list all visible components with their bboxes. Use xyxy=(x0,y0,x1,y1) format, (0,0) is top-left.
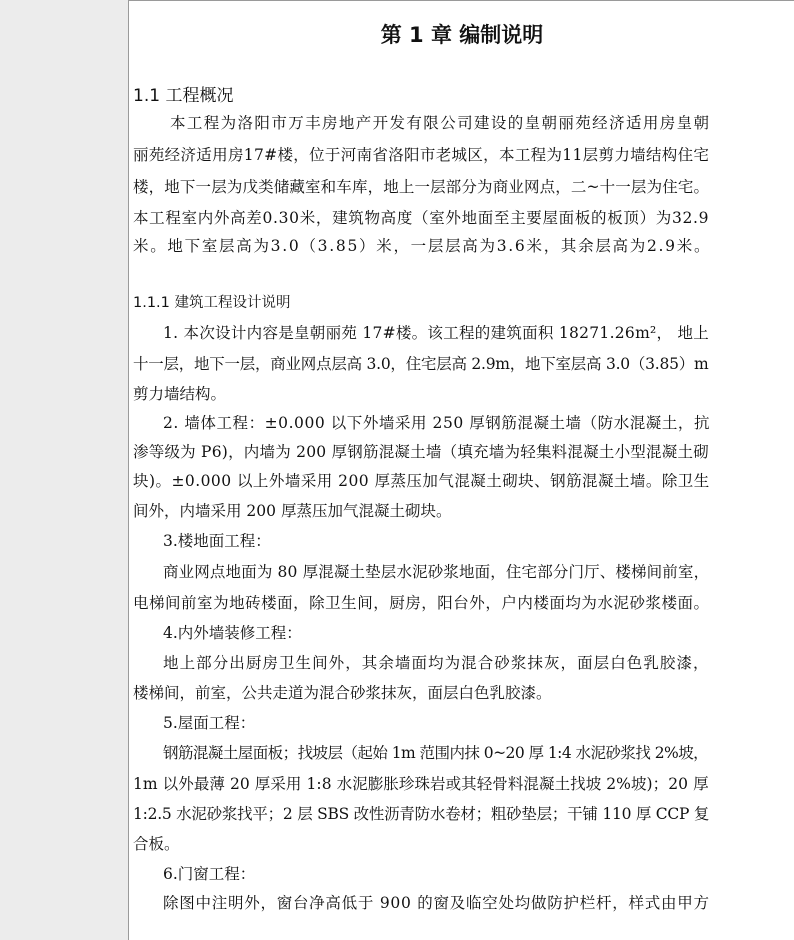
body-line: 除图中注明外，窗台净高低于 900 的窗及临空处均做防护栏杆，样式由甲方 xyxy=(163,894,710,912)
document-page xyxy=(128,0,794,940)
overview-line: 米。地下室层高为3.0（3.85）米，一层层高为3.6米，其余层高为2.9米。 xyxy=(133,237,712,255)
chapter-title: 第 1 章 编制说明 xyxy=(380,23,544,47)
body-line: 3.楼地面工程： xyxy=(163,532,271,550)
overview-line: 丽苑经济适用房17#楼，位于河南省洛阳市老城区，本工程为11层剪力墙结构住宅 xyxy=(133,146,710,164)
body-line: 1:2.5 水泥砂浆找平；2 层 SBS 改性沥青防水卷材；粗砂垫层；干铺 110 厚 CCP 复 xyxy=(133,805,710,823)
body-line: 电梯间前室为地砖楼面，除卫生间，厨房，阳台外，户内楼面均为水泥砂浆楼面。 xyxy=(133,594,710,612)
overview-line: 本工程室内外高差0.30米，建筑物高度（室外地面至主要屋面板的板顶）为32.9 xyxy=(133,209,710,227)
overview-line: 本工程为洛阳市万丰房地产开发有限公司建设的皇朝丽苑经济适用房皇朝 xyxy=(170,114,711,132)
body-line: 2. 墙体工程：±0.000 以下外墙采用 250 厚钢筋混凝土墙（防水混凝土，抗 xyxy=(163,414,710,432)
section-heading-1-1: 1.1 工程概况 xyxy=(133,86,234,106)
body-line: 地上部分出厨房卫生间外，其余墙面均为混合砂浆抹灰，面层白色乳胶漆， xyxy=(163,654,710,672)
body-line: 剪力墙结构。 xyxy=(133,385,227,403)
body-line: 渗等级为 P6)，内墙为 200 厚钢筋混凝土墙（填充墙为轻集料混凝土小型混凝土砌 xyxy=(133,443,709,461)
body-line: 楼梯间，前室，公共走道为混合砂浆抹灰，面层白色乳胶漆。 xyxy=(133,684,552,702)
body-line: 1m 以外最薄 20 厚采用 1:8 水泥膨胀珍珠岩或其轻骨料混凝土找坡 2%坡)；20 厚 xyxy=(133,775,709,793)
body-line: 十一层，地下一层，商业网点层高 3.0，住宅层高 2.9m，地下室层高 3.0（3.85）m xyxy=(133,355,709,373)
section-heading-1-1-1: 1.1.1 建筑工程设计说明 xyxy=(133,295,291,311)
body-line: 6.门窗工程： xyxy=(163,865,256,883)
body-line: 块)。±0.000 以上外墙采用 200 厚蒸压加气混凝土砌块、钢筋混凝土墙。除卫生 xyxy=(133,472,710,490)
overview-line: 楼，地下一层为戊类储藏室和车库，地上一层部分为商业网点，二~十一层为住宅。 xyxy=(133,178,710,196)
body-line: 间外，内墙采用 200 厚蒸压加气混凝土砌块。 xyxy=(133,502,452,520)
body-line: 5.屋面工程： xyxy=(163,714,256,732)
body-line: 4.内外墙装修工程： xyxy=(163,624,302,642)
body-line: 钢筋混凝土屋面板；找坡层（起始 1m 范围内抹 0~20 厚 1:4 水泥砂浆找 2%坡， xyxy=(163,744,709,762)
body-line: 合板。 xyxy=(133,835,180,853)
body-line: 1. 本次设计内容是皇朝丽苑 17#楼。该工程的建筑面积 18271.26m²， 地上 xyxy=(163,324,710,342)
body-line: 商业网点地面为 80 厚混凝土垫层水泥砂浆地面，住宅部分门厅、楼梯间前室， xyxy=(163,563,710,581)
